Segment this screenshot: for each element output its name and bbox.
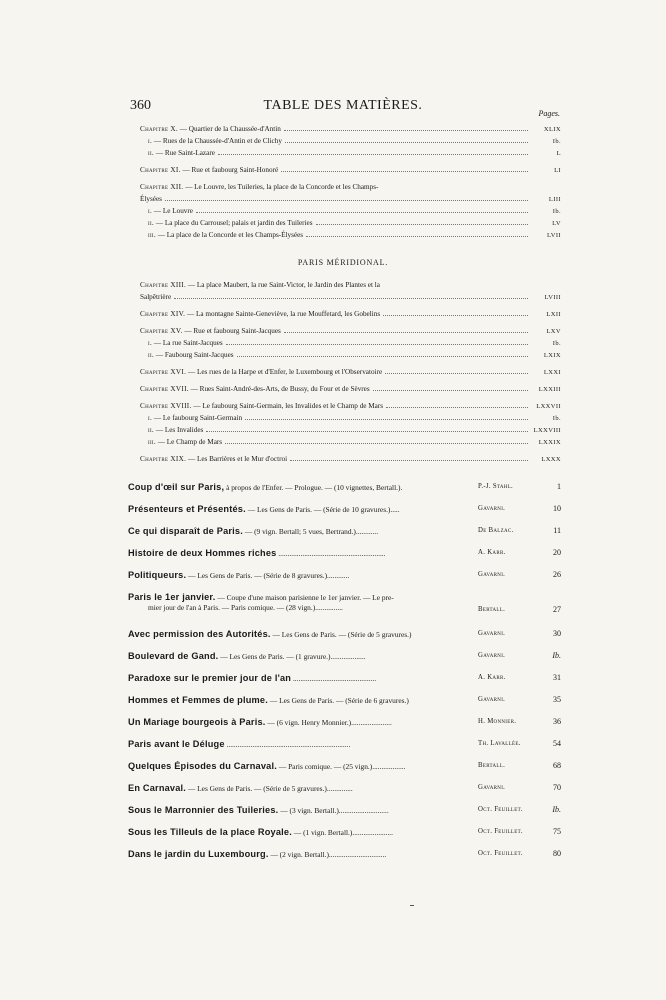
- article-detail: ...................................................................: [226, 740, 351, 749]
- chapter-continuation: Salpêtrière: [140, 293, 172, 301]
- chapter-label: Chapitre XIII.: [140, 281, 187, 289]
- article-detail: — (6 vign. Henry Monnier.)......................: [267, 718, 392, 727]
- article-text: [128, 783, 476, 793]
- entry-title: — La montagne Sainte-Geneviève, la rue Mouffetard, les Gobelins: [187, 310, 381, 318]
- article-title: Paradoxe sur le premier jour de l'an: [128, 673, 292, 683]
- article-text: [128, 827, 476, 837]
- page-ref: Ib.: [552, 208, 561, 215]
- subsection-number: i.: [148, 339, 153, 347]
- article-author: Gavarni.: [478, 630, 506, 637]
- article-text: [128, 673, 476, 683]
- entry-title: — La place du Carrousel; palais et jardin des Tuileries: [155, 219, 313, 227]
- entry-title: — Rues Saint-André-des-Arts, de Bussy, du Four et de Sèvres: [190, 385, 370, 393]
- article-title: Présenteurs et Présentés.: [128, 504, 246, 514]
- article-detail: à propos de l'Enfer. — Prologue. — (10 vignettes, Bertall.).: [226, 483, 403, 492]
- article-page: Ib.: [552, 805, 561, 814]
- chapter-label: Chapitre XII.: [140, 183, 184, 191]
- article-detail: — (3 vign. Bertall.)...........................: [280, 806, 389, 815]
- toc-subsection-row: [148, 425, 561, 435]
- subsection-number: ii.: [148, 351, 155, 359]
- dot-leader: [196, 206, 528, 213]
- toc-chapter-row: [140, 165, 561, 175]
- toc-subsection-row: [148, 230, 561, 240]
- entry-text: [148, 350, 234, 360]
- article-page: 31: [553, 673, 561, 682]
- article-author: Gavarni.: [478, 696, 506, 703]
- toc-subsection-row: [148, 218, 561, 228]
- dot-leader: [174, 292, 528, 299]
- article-page: 26: [553, 570, 561, 579]
- entry-text: [140, 401, 383, 411]
- article-entry: [128, 590, 561, 614]
- pages-column-label: Pages.: [538, 109, 560, 118]
- article-author: Gavarni.: [478, 571, 506, 578]
- entry-title: — La place de la Concorde et les Champs-Élysées: [157, 231, 304, 239]
- page-title: TABLE DES MATIÈRES.: [263, 98, 423, 113]
- article-title: Sous le Marronnier des Tuileries.: [128, 805, 279, 815]
- article-detail: — Les Gens de Paris. — (1 gravure.)...................: [220, 652, 366, 661]
- chapter-label: Chapitre X.: [140, 125, 178, 133]
- article-page: 75: [553, 827, 561, 836]
- article-title: Boulevard de Gand.: [128, 651, 219, 661]
- page-ref: Ib.: [552, 340, 561, 347]
- article-detail: — Les Gens de Paris. — (Série de 6 gravures.): [269, 696, 409, 705]
- subsection-number: ii.: [148, 426, 155, 434]
- article-author: Th. Lavallée.: [478, 740, 521, 747]
- article-author: Oct. Feuillet.: [478, 828, 523, 835]
- page-ref: LVIII: [544, 294, 561, 301]
- article-entry: [128, 803, 561, 819]
- toc-subsection-row: [148, 338, 561, 348]
- article-author: Gavarni.: [478, 784, 506, 791]
- article-detail: — Coupe d'une maison parisienne le 1er janvier. — Le pre-: [217, 593, 394, 602]
- page-ref: XLIX: [543, 126, 561, 133]
- entry-text: [148, 148, 215, 158]
- subsection-number: iii.: [148, 438, 156, 446]
- dot-leader: [373, 384, 528, 391]
- subsection-number: i.: [148, 207, 153, 215]
- article-text: [128, 761, 476, 771]
- entry-title: — Le faubourg Saint-Germain, les Invalides et le Champ de Mars: [193, 402, 384, 410]
- article-entry: [128, 568, 561, 584]
- toc-subsection-row: [148, 148, 561, 158]
- entry-text: [148, 413, 242, 423]
- chapter-text: — Le Louvre, les Tuileries, la place de la Concorde et les Champs-: [185, 183, 379, 191]
- toc-subsection-row: [148, 350, 561, 360]
- dot-leader: [206, 425, 528, 432]
- article-entry: [128, 715, 561, 731]
- page-ref: LXII: [546, 311, 561, 318]
- toc-chapter-row: [140, 454, 561, 464]
- article-author: Bertall.: [478, 762, 506, 769]
- chapter-label: Chapitre XVIII.: [140, 402, 192, 410]
- article-title: Ce qui disparaît de Paris.: [128, 526, 243, 536]
- article-author: P.-J. Stahl.: [478, 483, 514, 490]
- subsection-number: i.: [148, 414, 153, 422]
- page-ref: LI: [554, 167, 561, 174]
- toc-chapter-row: [140, 384, 561, 394]
- entry-text: [140, 309, 380, 319]
- article-detail: — (9 vign. Bertall; 5 vues, Bertrand.)............: [244, 527, 379, 536]
- entry-title: — La rue Saint-Jacques: [153, 339, 223, 347]
- toc-chapter-row: [140, 326, 561, 336]
- article-page: 70: [553, 783, 561, 792]
- article-title: Paris le 1er janvier.: [128, 592, 216, 602]
- toc-chapter-line: [140, 182, 561, 192]
- entry-text: [148, 425, 203, 435]
- page-ref: LXXX: [541, 456, 561, 463]
- dot-leader: [281, 165, 528, 172]
- article-text: [128, 651, 476, 661]
- article-title: Avec permission des Autorités.: [128, 629, 271, 639]
- entry-text: [148, 437, 222, 447]
- dot-leader: [316, 218, 528, 225]
- article-page: 35: [553, 695, 561, 704]
- chapter-text: — La place Maubert, la rue Saint-Victor, le Jardin des Plantes et la: [187, 281, 380, 289]
- chapter-label: Chapitre XIV.: [140, 310, 186, 318]
- page-ref: LXXIII: [538, 386, 561, 393]
- article-entry: [128, 737, 561, 753]
- article-entry: [128, 825, 561, 841]
- article-page: 27: [553, 605, 561, 614]
- entry-title: — Rue Saint-Lazare: [155, 149, 215, 157]
- article-text: [128, 849, 476, 859]
- article-detail: — (1 vign. Bertall.)......................: [293, 828, 394, 837]
- entry-title: — Le Champ de Mars: [157, 438, 223, 446]
- entry-text: [148, 230, 303, 240]
- toc-chapter-row: [140, 367, 561, 377]
- page-number: 360: [130, 98, 151, 113]
- subsection-number: i.: [148, 137, 153, 145]
- dot-leader: [386, 401, 528, 408]
- dot-leader: [383, 309, 528, 316]
- article-page: 80: [553, 849, 561, 858]
- subsection-number: iii.: [148, 231, 156, 239]
- article-page: 1: [557, 482, 561, 491]
- article-author: De Balzac.: [478, 527, 514, 534]
- article-entry: [128, 693, 561, 709]
- article-text: [128, 504, 476, 514]
- article-title: En Carnaval.: [128, 783, 187, 793]
- page-ref: LV: [552, 220, 561, 227]
- page-ref: LVII: [547, 232, 561, 239]
- entry-text: [140, 367, 382, 377]
- article-author: A. Karr.: [478, 549, 506, 556]
- dot-leader: [284, 326, 528, 333]
- article-detail: — Paris comique. — (25 vign.)..................: [278, 762, 406, 771]
- article-text: [128, 482, 476, 492]
- page-ref: LXXVII: [536, 403, 561, 410]
- article-entry: [128, 627, 561, 643]
- article-page: 68: [553, 761, 561, 770]
- entry-text: [148, 206, 193, 216]
- article-page: 10: [553, 504, 561, 513]
- article-text: [128, 548, 476, 558]
- page-ref: L: [556, 150, 561, 157]
- page-ref: Ib.: [552, 138, 561, 145]
- article-text: [128, 695, 476, 705]
- article-title: Politiqueurs.: [128, 570, 187, 580]
- subsection-number: ii.: [148, 219, 155, 227]
- article-page: 20: [553, 548, 561, 557]
- entry-text: [140, 384, 370, 394]
- article-author: Oct. Feuillet.: [478, 850, 523, 857]
- article-title: Histoire de deux Hommes riches: [128, 548, 277, 558]
- entry-title: — Le faubourg Saint-Germain: [153, 414, 243, 422]
- dot-leader: [290, 454, 528, 461]
- article-entry: [128, 546, 561, 562]
- entry-title: — Rues de la Chaussée-d'Antin et de Clichy: [153, 137, 282, 145]
- article-text: [128, 592, 476, 602]
- article-detail: ..........................................................: [278, 549, 386, 558]
- dot-leader: [285, 136, 528, 143]
- article-title: Quelques Épisodes du Carnaval.: [128, 761, 277, 771]
- article-page: 30: [553, 629, 561, 638]
- entry-title: — Faubourg Saint-Jacques: [155, 351, 234, 359]
- page-ref: LXXIX: [538, 439, 561, 446]
- article-text: [128, 526, 476, 536]
- entry-title: — Rue et faubourg Saint-Honoré: [182, 166, 279, 174]
- article-entry: [128, 649, 561, 665]
- article-text: [128, 570, 476, 580]
- toc-chapter-row: [140, 309, 561, 319]
- page-ref: Ib.: [552, 415, 561, 422]
- article-entry: [128, 759, 561, 775]
- article-entry: [128, 524, 561, 540]
- page-ref: LXV: [546, 328, 561, 335]
- dot-leader: [306, 230, 528, 237]
- toc-subsection-row: [148, 413, 561, 423]
- entry-text: [140, 454, 287, 464]
- article-author: Gavarni.: [478, 652, 506, 659]
- article-author: H. Monnier.: [478, 718, 517, 725]
- entry-title: — Le Louvre: [153, 207, 193, 215]
- article-page: 54: [553, 739, 561, 748]
- article-detail: — Les Gens de Paris. — (Série de 5 gravures.)..............: [187, 784, 353, 793]
- chapter-continuation: Élysées: [140, 195, 162, 203]
- toc-subsection-row: [148, 136, 561, 146]
- article-detail-continued: mier jour de l'an à Paris. — Paris comique. — (28 vign.)...............: [148, 603, 343, 612]
- article-page: Ib.: [552, 651, 561, 660]
- article-text: [128, 805, 476, 815]
- article-title: Hommes et Femmes de plume.: [128, 695, 268, 705]
- page-ref: LIII: [548, 196, 561, 203]
- chapter-label: Chapitre XI.: [140, 166, 181, 174]
- dot-leader: [225, 437, 528, 444]
- entry-title: — Rue et faubourg Saint-Jacques: [184, 327, 281, 335]
- article-detail: — Les Gens de Paris. — (Série de 5 gravures.): [272, 630, 412, 639]
- dot-leader: [165, 194, 528, 201]
- chapter-label: Chapitre XIX.: [140, 455, 187, 463]
- article-detail: — Les Gens de Paris. — (Série de 10 gravures.).....: [247, 505, 400, 514]
- toc-subsection-row: [148, 437, 561, 447]
- page-ref: LXIX: [543, 352, 561, 359]
- article-entry: [128, 847, 561, 863]
- toc-subsection-row: [148, 206, 561, 216]
- page-ref: LXXI: [543, 369, 561, 376]
- entry-text: [148, 338, 223, 348]
- article-author: Bertall.: [478, 606, 506, 613]
- article-detail: .............................................: [292, 674, 377, 683]
- chapter-label: Chapitre XVII.: [140, 385, 189, 393]
- toc-chapter-row: [140, 124, 561, 134]
- article-page: 36: [553, 717, 561, 726]
- article-entry: [128, 480, 561, 496]
- entry-text: [140, 326, 281, 336]
- toc-chapter-line: [140, 280, 561, 290]
- chapter-label: Chapitre XV.: [140, 327, 183, 335]
- page-header: [130, 98, 556, 116]
- article-title: Sous les Tilleuls de la place Royale.: [128, 827, 292, 837]
- article-page: 11: [553, 526, 561, 535]
- entry-title: — Quartier de la Chaussée-d'Antin: [179, 125, 281, 133]
- article-title: Dans le jardin du Luxembourg.: [128, 849, 269, 859]
- entry-text: [140, 124, 281, 134]
- article-title: Coup d'œil sur Paris,: [128, 482, 225, 492]
- dot-leader: [226, 338, 528, 345]
- article-title: Paris avant le Déluge: [128, 739, 225, 749]
- entry-text: [140, 165, 278, 175]
- toc-row: [140, 292, 561, 302]
- toc-chapter-row: [140, 401, 561, 411]
- entry-text: [148, 136, 282, 146]
- article-entry: [128, 781, 561, 797]
- article-author: A. Karr.: [478, 674, 506, 681]
- entry-text: [148, 218, 313, 228]
- entry-title: — Les rues de la Harpe et d'Enfer, le Luxembourg et l'Observatoire: [187, 368, 383, 376]
- article-text: [128, 629, 476, 639]
- article-entry: [128, 671, 561, 687]
- dot-leader: [245, 413, 528, 420]
- page-ref: LXXVIII: [533, 427, 561, 434]
- article-text: [128, 717, 476, 727]
- section-heading: PARIS MÉRIDIONAL.: [297, 258, 389, 267]
- dot-leader: [218, 148, 528, 155]
- article-entry: [128, 502, 561, 518]
- toc-row: [140, 194, 561, 204]
- article-detail: — (2 vign. Bertall.)...............................: [270, 850, 387, 859]
- entry-title: — Les Invalides: [155, 426, 204, 434]
- article-text: [128, 739, 476, 749]
- article-author: Oct. Feuillet.: [478, 806, 523, 813]
- article-title: Un Mariage bourgeois à Paris.: [128, 717, 266, 727]
- article-author: Gavarni.: [478, 505, 506, 512]
- article-detail: — Les Gens de Paris. — (Série de 8 gravures.)............: [188, 571, 350, 580]
- chapter-label: Chapitre XVI.: [140, 368, 187, 376]
- dot-leader: [284, 124, 528, 131]
- entry-title: — Les Barrières et le Mur d'octroi: [187, 455, 288, 463]
- printer-mark: [410, 905, 414, 906]
- dot-leader: [385, 367, 528, 374]
- dot-leader: [237, 350, 528, 357]
- subsection-number: ii.: [148, 149, 155, 157]
